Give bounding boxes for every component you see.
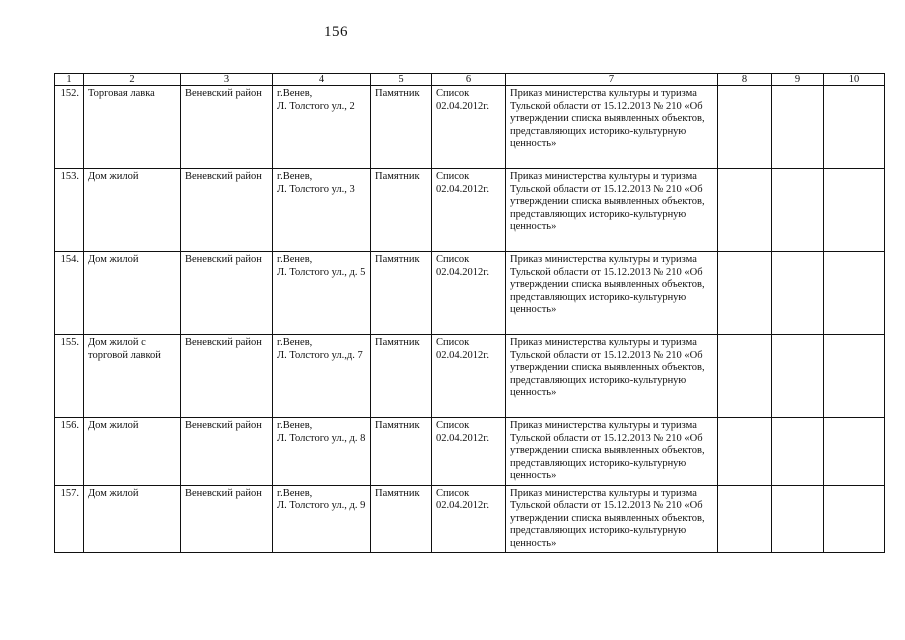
address-city: г.Венев, [277,420,313,431]
column-8-cell [718,335,772,418]
address-street: Л. Толстого ул., д. 5 [277,266,366,278]
object-type: Памятник [371,418,432,486]
column-header: 3 [181,74,273,86]
heritage-register-table [54,73,885,553]
object-name: Дом жилой с торговой лавкой [84,335,181,418]
address [273,485,371,553]
object-type: Памятник [371,169,432,252]
column-header: 1 [55,74,84,86]
row-number: 157. [55,485,84,553]
list-date: 02.04.2012г. [436,432,489,444]
table-row [55,418,885,486]
column-header: 7 [506,74,718,86]
column-8-cell [718,418,772,486]
object-type: Памятник [371,485,432,553]
table-row [55,86,885,169]
list-label: Список [436,88,470,99]
list-date: 02.04.2012г. [436,183,489,195]
object-type: Памятник [371,252,432,335]
address-city: г.Венев, [277,254,313,265]
order-reference: Приказ министерства культуры и туризма Тульской области от 15.12.2013 № 210 «Об утверждении списка выявленных объектов, представляющих историко-культурную ценность» [506,252,718,335]
column-10-cell [824,335,885,418]
object-name: Дом жилой [84,485,181,553]
district: Веневский район [181,485,273,553]
column-9-cell [772,86,824,169]
column-header: 5 [371,74,432,86]
list-date: 02.04.2012г. [436,266,489,278]
address-street: Л. Толстого ул., 2 [277,100,355,112]
address-street: Л. Толстого ул., д. 9 [277,500,366,511]
column-9-cell [772,335,824,418]
column-10-cell [824,418,885,486]
list-info [432,252,506,335]
address [273,169,371,252]
address-city: г.Венев, [277,487,313,499]
column-header: 4 [273,74,371,86]
row-number: 153. [55,169,84,252]
address-city: г.Венев, [277,88,313,99]
district: Веневский район [181,86,273,169]
list-info [432,418,506,486]
address-city: г.Венев, [277,337,313,348]
district: Веневский район [181,169,273,252]
list-label: Список [436,171,470,182]
object-name: Дом жилой [84,252,181,335]
row-number: 152. [55,86,84,169]
list-date: 02.04.2012г. [436,500,489,511]
list-date: 02.04.2012г. [436,100,489,112]
district: Веневский район [181,335,273,418]
address-street: Л. Толстого ул., 3 [277,183,355,195]
object-name: Дом жилой [84,169,181,252]
column-header: 2 [84,74,181,86]
order-reference: Приказ министерства культуры и туризма Тульской области от 15.12.2013 № 210 «Об утверждении списка выявленных объектов, представляющих историко-культурную ценность» [506,86,718,169]
list-label: Список [436,487,470,499]
object-type: Памятник [371,335,432,418]
list-label: Список [436,420,470,431]
table-row [55,252,885,335]
address-street: Л. Толстого ул., д. 8 [277,432,366,444]
address-street: Л. Толстого ул.,д. 7 [277,349,363,361]
column-9-cell [772,418,824,486]
address [273,86,371,169]
list-info [432,335,506,418]
address [273,252,371,335]
order-reference: Приказ министерства культуры и туризма Тульской области от 15.12.2013 № 210 «Об утверждении списка выявленных объектов, представляющих историко-культурную ценность» [506,335,718,418]
table-row [55,335,885,418]
list-date: 02.04.2012г. [436,349,489,361]
row-number: 154. [55,252,84,335]
list-info [432,485,506,553]
page-number: 156 [324,24,348,40]
address [273,335,371,418]
address-city: г.Венев, [277,171,313,182]
column-8-cell [718,252,772,335]
list-info [432,86,506,169]
table-row [55,169,885,252]
column-header: 6 [432,74,506,86]
list-label: Список [436,254,470,265]
column-8-cell [718,86,772,169]
column-9-cell [772,252,824,335]
row-number: 155. [55,335,84,418]
column-10-cell [824,86,885,169]
column-8-cell [718,485,772,553]
column-10-cell [824,485,885,553]
column-number-header-row [55,74,885,86]
order-reference: Приказ министерства культуры и туризма Тульской области от 15.12.2013 № 210 «Об утверждении списка выявленных объектов, представляющих историко-культурную ценность» [506,169,718,252]
column-header: 8 [718,74,772,86]
district: Веневский район [181,252,273,335]
row-number: 156. [55,418,84,486]
column-header: 9 [772,74,824,86]
object-type: Памятник [371,86,432,169]
list-label: Список [436,337,470,348]
column-header: 10 [824,74,885,86]
column-10-cell [824,252,885,335]
order-reference: Приказ министерства культуры и туризма Тульской области от 15.12.2013 № 210 «Об утверждении списка выявленных объектов, представляющих историко-культурную ценность» [506,418,718,486]
object-name: Торговая лавка [84,86,181,169]
table-row [55,485,885,553]
address [273,418,371,486]
order-reference: Приказ министерства культуры и туризма Тульской области от 15.12.2013 № 210 «Об утверждении списка выявленных объектов, представляющих историко-культурную ценность» [506,485,718,553]
object-name: Дом жилой [84,418,181,486]
column-8-cell [718,169,772,252]
column-9-cell [772,169,824,252]
list-info [432,169,506,252]
column-10-cell [824,169,885,252]
column-9-cell [772,485,824,553]
district: Веневский район [181,418,273,486]
